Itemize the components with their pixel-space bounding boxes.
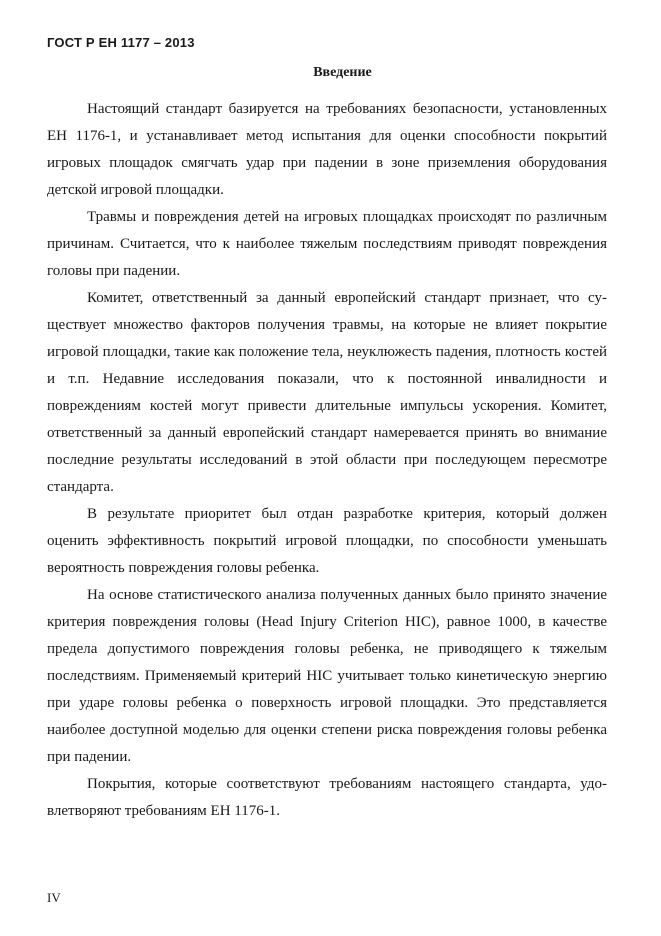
section-title: Введение — [313, 65, 372, 80]
paragraph: В результате приоритет был отдан разработке критерия, который должен оценить эффективность покрытий игровой площадки, по способности уменьшать вероятность повреждения головы ребенка. — [47, 506, 607, 576]
document-header: ГОСТ Р ЕН 1177 – 2013 — [47, 35, 195, 50]
page-number: IV — [47, 890, 61, 905]
paragraph: На основе статистического анализа полученных данных было принято значение критерия повреждения головы (Head Injury Criterion HIC), равное 1000, в качестве предела допустимого повреждения головы ребенка, не приводящего к тяжелым последствиям. Применяемый критерий HIC учитывает только кинетическую энергию при ударе головы ребенка о поверхность игровой площадки. Это представляется наиболее доступной моделью для оценки степени риска повреждения головы ребенка при падении. — [47, 587, 607, 765]
document-body — [47, 96, 607, 825]
paragraph: Комитет, ответственный за данный европейский стандарт признает, что существует множество факторов получения травмы, на которые не влияет покрытие игровой площадки, такие как положение тела, неуклюжесть падения, плотность костей и т.п. Недавние исследования показали, что к постоянной инвалидности и повреждениям костей могут привести длительные импульсы ускорения. Комитет, ответственный за данный европейский стандарт намеревается принять во внимание последние результаты исследований в этой области при последующем пересмотре стандарта. — [47, 290, 607, 495]
paragraph: Настоящий стандарт базируется на требованиях безопасности, установленных ЕН 1176-1, и устанавливает метод испытания для оценки способности покрытий игровых площадок смягчать удар при падении в зоне приземления оборудования детской игровой площадки. — [47, 101, 607, 198]
paragraph: Травмы и повреждения детей на игровых площадках происходят по различным причинам. Считается, что к наиболее тяжелым последствиям приводят повреждения головы при падении. — [47, 209, 607, 279]
paragraph: Покрытия, которые соответствуют требованиям настоящего стандарта, удовлетворяют требованиям ЕН 1176-1. — [47, 776, 607, 819]
